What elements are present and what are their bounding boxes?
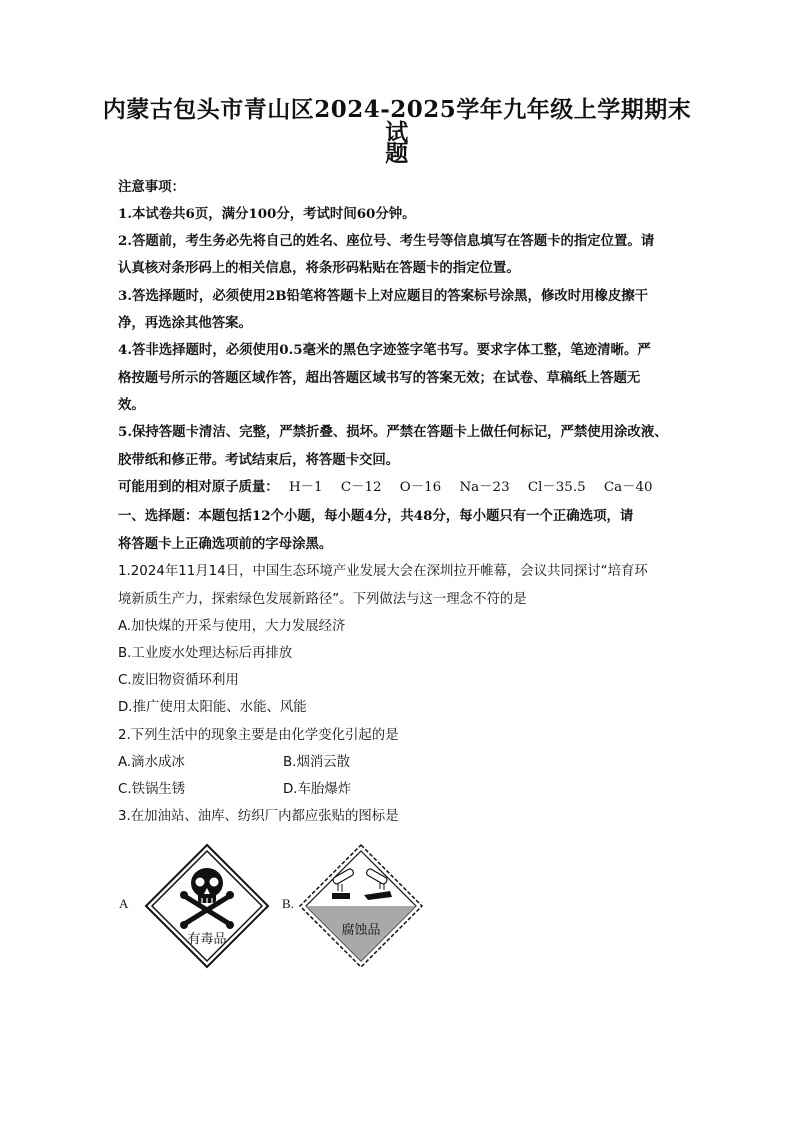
- q3-option-a-label: A: [119, 896, 129, 911]
- atomic-mass-h: H－1: [288, 480, 323, 495]
- q2-option-c: C.铁锅生锈: [118, 782, 186, 797]
- notice-item-4-line-3: 效。: [118, 397, 145, 413]
- notice-item-4-line-1: 4.答非选择题时，必须使用0.5毫米的黑色字迹签字笔书写。要求字体工整，笔迹清晰。严: [118, 342, 651, 358]
- corrosive-sign-label: 腐蚀品: [341, 923, 381, 938]
- q1-option-c: C.废旧物资循环利用: [118, 673, 239, 688]
- notice-heading: 注意事项：: [118, 179, 185, 195]
- notice-item-1: 1.本试卷共6页，满分100分，考试时间60分钟。: [118, 206, 416, 222]
- section-1-instructions-line-2: 将答题卡上正确选项前的字母涂黑。: [118, 536, 333, 552]
- notice-item-5-line-1: 5.保持答题卡清洁、完整，严禁折叠、损坏。严禁在答题卡上做任何标记，严禁使用涂改液、: [118, 424, 668, 440]
- atomic-mass-o: O－16: [399, 480, 442, 495]
- q1-stem-line-1: 1.2024年11月14日，中国生态环境产业发展大会在深圳拉开帷幕，会议共同探讨“培育环: [118, 564, 648, 579]
- corrosive-hazard-sign: [298, 843, 424, 969]
- q2-stem: 2.下列生活中的现象主要是由化学变化引起的是: [118, 728, 399, 743]
- atomic-mass-na: Na－23: [459, 480, 510, 495]
- page-title: 内蒙古包头市青山区2024-2025学年九年级上学期期末试: [102, 96, 692, 146]
- atomic-mass-line: [118, 481, 667, 494]
- q2-option-a: A.滴水成冰: [118, 755, 185, 770]
- atomic-mass-label: 可能用到的相对原子质量：: [118, 479, 279, 495]
- q1-option-b: B.工业废水处理达标后再排放: [118, 646, 293, 661]
- q1-option-d: D.推广使用太阳能、水能、风能: [118, 700, 307, 715]
- q1-stem-line-2: 境新质生产力，探索绿色发展新路径”。下列做法与这一理念不符的是: [118, 592, 527, 607]
- q1-option-a: A.加快煤的开采与使用，大力发展经济: [118, 619, 346, 634]
- notice-item-2-line-1: 2.答题前，考生务必先将自己的姓名、座位号、考生号等信息填写在答题卡的指定位置。请: [118, 233, 655, 249]
- page-title-continued: 题: [385, 140, 409, 167]
- atomic-mass-cl: Cl－35.5: [527, 480, 586, 495]
- notice-item-5-line-2: 胶带纸和修正带。考试结束后，将答题卡交回。: [118, 452, 400, 468]
- toxic-sign-label: 有毒品: [187, 932, 227, 947]
- atomic-mass-c: C－12: [340, 480, 382, 495]
- q3-stem: 3.在加油站、油库、纺织厂内都应张贴的图标是: [118, 809, 399, 824]
- q2-option-d: D.车胎爆炸: [283, 782, 352, 797]
- atomic-mass-ca: Ca－40: [603, 480, 653, 495]
- q3-option-b-label: B.: [282, 896, 294, 911]
- toxic-hazard-sign: [144, 843, 270, 969]
- notice-item-3-line-2: 净，再选涂其他答案。: [118, 315, 252, 331]
- notice-item-3-line-1: 3.答选择题时，必须使用2B铅笔将答题卡上对应题目的答案标号涂黑，修改时用橡皮擦干: [118, 288, 649, 304]
- q2-option-b: B.烟消云散: [283, 755, 351, 770]
- notice-item-4-line-2: 格按题号所示的答题区域作答，超出答题区域书写的答案无效；在试卷、草稿纸上答题无: [118, 370, 641, 386]
- notice-item-2-line-2: 认真核对条形码上的相关信息，将条形码粘贴在答题卡的指定位置。: [118, 260, 520, 276]
- section-1-instructions-line-1: 一、选择题：本题包括12个小题，每小题4分，共48分，每小题只有一个正确选项，请: [118, 508, 634, 524]
